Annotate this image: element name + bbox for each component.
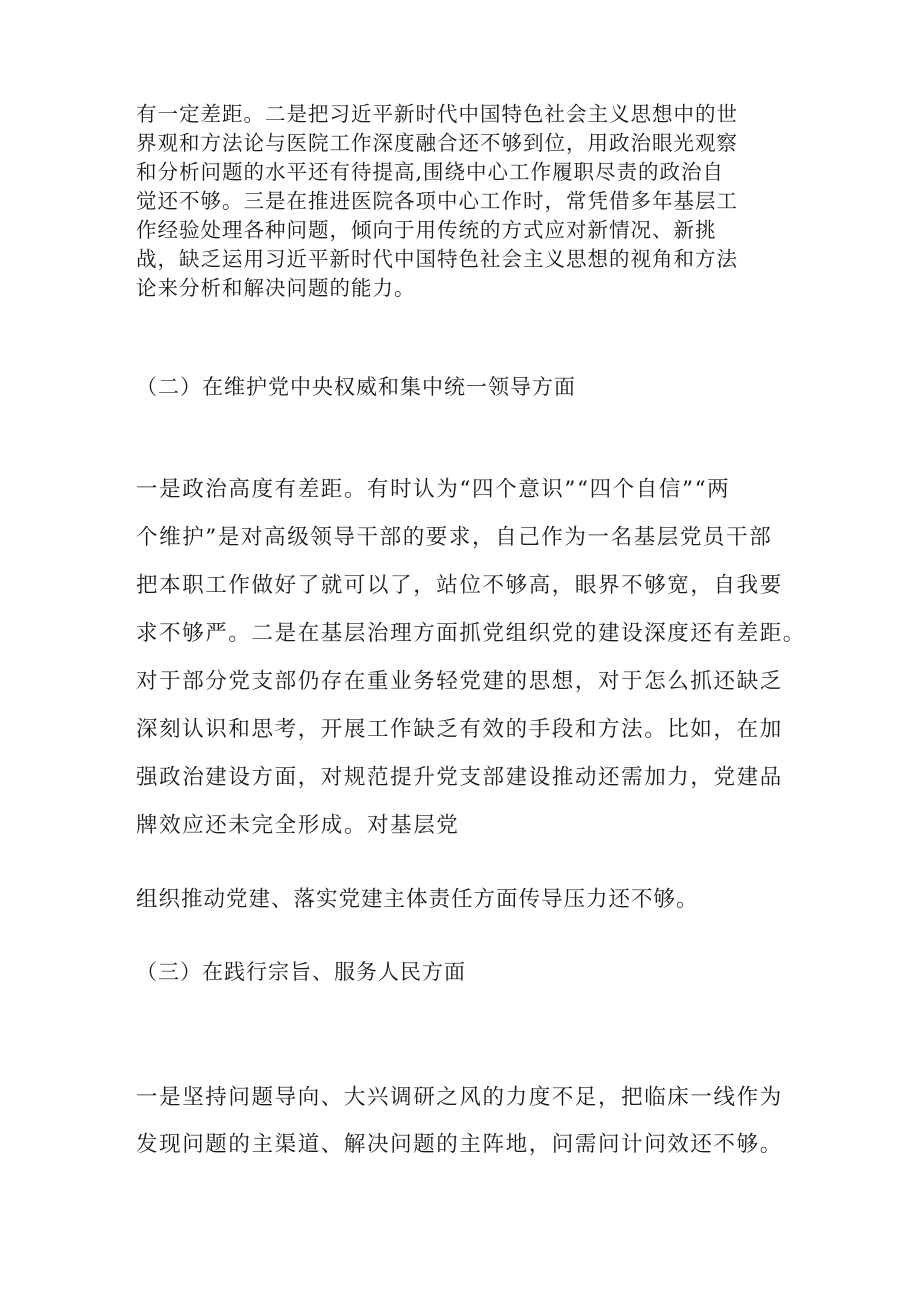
- text-line: 觉还不够。三是在推进医院各项中心工作时，常凭借多年基层工: [136, 189, 738, 213]
- text-line: 有一定差距。二是把习近平新时代中国特色社会主义思想中的世: [136, 102, 738, 126]
- section-heading-3: （三）在践行宗旨、服务人民方面: [136, 960, 466, 984]
- paragraph-political-height: [136, 466, 806, 850]
- paragraph-problem-continuation: [136, 100, 796, 303]
- text-line: 发现问题的主渠道、解决问题的主阵地，问需问计问效还不够。: [136, 1132, 783, 1157]
- text-line: 作经验处理各种问题，倾向于用传统的方式应对新情况、新挑: [136, 218, 717, 242]
- paragraph-problem-orientation: [136, 1074, 796, 1168]
- text-line: 个维护”是对高级领导干部的要求，自己作为一名基层党员干部: [136, 525, 773, 550]
- text-line: 深刻认识和思考，开展工作缺乏有效的手段和方法。比如，在加: [136, 717, 783, 742]
- text-line: 求不够严。二是在基层治理方面抓党组织党的建设深度还有差距。: [136, 621, 806, 646]
- text-line: 战，缺乏运用习近平新时代中国特色社会主义思想的视角和方法: [136, 247, 738, 271]
- text-line: 和分析问题的水平还有待提高,围绕中心工作履职尽责的政治自: [136, 160, 725, 184]
- text-line: 把本职工作做好了就可以了，站位不够高，眼界不够宽，自我要: [136, 573, 783, 598]
- text-line: 一是政治高度有差距。有时认为“四个意识”“四个自信”“两: [136, 477, 731, 502]
- paragraph-organization-pressure: 组织推动党建、落实党建主体责任方面传导压力还不够。: [136, 887, 699, 912]
- section-heading-2: （二）在维护党中央权威和集中统一领导方面: [136, 375, 576, 399]
- text-line: 强政治建设方面，对规范提升党支部建设推动还需加力，党建品: [136, 765, 783, 790]
- text-line: 论来分析和解决问题的能力。: [136, 276, 416, 300]
- text-line: 牌效应还未完全形成。对基层党: [136, 813, 460, 838]
- text-line: 对于部分党支部仍存在重业务轻党建的思想，对于怎么抓还缺乏: [136, 669, 783, 694]
- text-line: 一是坚持问题导向、大兴调研之风的力度不足，把临床一线作为: [136, 1085, 783, 1110]
- text-line: 界观和方法论与医院工作深度融合还不够到位，用政治眼光观察: [136, 131, 738, 155]
